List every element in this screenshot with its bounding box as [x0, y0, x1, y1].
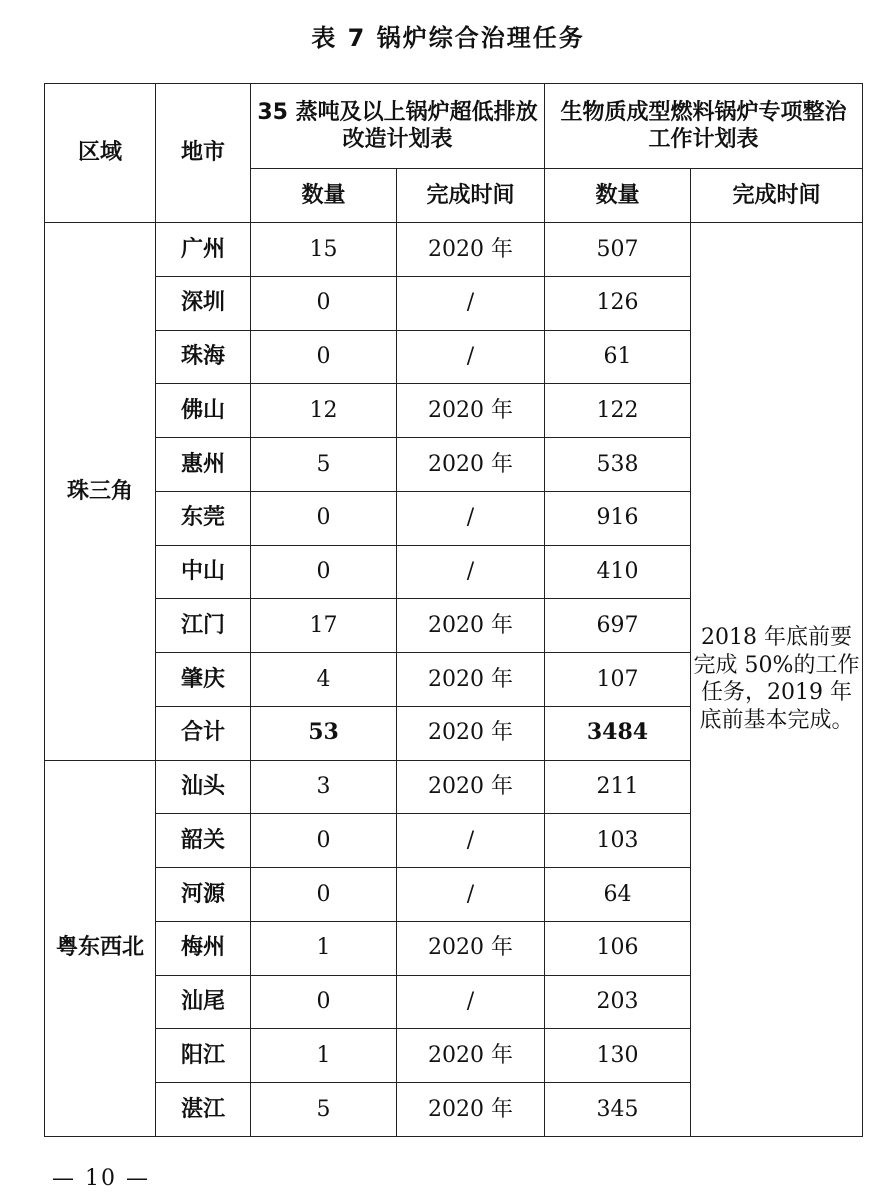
ultralow-time-cell: /	[397, 975, 545, 1029]
city-cell: 河源	[156, 868, 251, 922]
biomass-qty-cell: 697	[545, 599, 691, 653]
header-qty-2: 数量	[545, 169, 691, 223]
city-cell: 深圳	[156, 276, 251, 330]
ultralow-qty-cell: 1	[251, 1029, 397, 1083]
ultralow-qty-cell: 0	[251, 814, 397, 868]
biomass-qty-cell: 103	[545, 814, 691, 868]
city-cell: 韶关	[156, 814, 251, 868]
ultralow-time-cell: 2020 年	[397, 384, 545, 438]
ultralow-time-cell: 2020 年	[397, 438, 545, 492]
ultralow-time-cell: 2020 年	[397, 1029, 545, 1083]
table-body	[45, 84, 863, 1137]
ultralow-qty-cell: 4	[251, 653, 397, 707]
biomass-qty-cell: 203	[545, 975, 691, 1029]
biomass-qty-cell: 64	[545, 868, 691, 922]
header-time-1: 完成时间	[397, 169, 545, 223]
biomass-qty-cell: 107	[545, 653, 691, 707]
city-cell: 湛江	[156, 1083, 251, 1137]
header-time-2: 完成时间	[691, 169, 863, 223]
header-city: 地市	[156, 84, 251, 223]
header-group-ultralow-emission: 35 蒸吨及以上锅炉超低排放改造计划表	[251, 84, 545, 169]
ultralow-time-cell: 2020 年	[397, 1083, 545, 1137]
biomass-completion-note: 2018 年底前要完成 50%的工作任务，2019 年底前基本完成。	[691, 223, 863, 1137]
city-cell: 佛山	[156, 384, 251, 438]
header-region: 区域	[45, 84, 156, 223]
ultralow-qty-cell: 0	[251, 330, 397, 384]
ultralow-qty-cell: 5	[251, 438, 397, 492]
biomass-qty-cell: 3484	[545, 706, 691, 760]
ultralow-time-cell: /	[397, 491, 545, 545]
city-cell: 广州	[156, 223, 251, 277]
region-cell-prd: 珠三角	[45, 223, 156, 761]
ultralow-qty-cell: 17	[251, 599, 397, 653]
ultralow-qty-cell: 0	[251, 545, 397, 599]
header-group-biomass-boiler: 生物质成型燃料锅炉专项整治工作计划表	[545, 84, 863, 169]
ultralow-time-cell: 2020 年	[397, 921, 545, 975]
ultralow-qty-cell: 3	[251, 760, 397, 814]
city-cell: 惠州	[156, 438, 251, 492]
city-cell: 肇庆	[156, 653, 251, 707]
ultralow-qty-cell: 0	[251, 975, 397, 1029]
ultralow-qty-cell: 12	[251, 384, 397, 438]
ultralow-time-cell: /	[397, 545, 545, 599]
biomass-qty-cell: 410	[545, 545, 691, 599]
biomass-qty-cell: 61	[545, 330, 691, 384]
region-cell-east-west-north: 粤东西北	[45, 760, 156, 1136]
ultralow-time-cell: 2020 年	[397, 223, 545, 277]
ultralow-time-cell: /	[397, 276, 545, 330]
city-cell: 东莞	[156, 491, 251, 545]
city-cell: 江门	[156, 599, 251, 653]
biomass-qty-cell: 538	[545, 438, 691, 492]
ultralow-qty-cell: 0	[251, 868, 397, 922]
header-qty-1: 数量	[251, 169, 397, 223]
biomass-qty-cell: 345	[545, 1083, 691, 1137]
boiler-task-table	[44, 83, 863, 1137]
biomass-qty-cell: 916	[545, 491, 691, 545]
table-row	[45, 223, 863, 277]
ultralow-qty-cell: 15	[251, 223, 397, 277]
city-cell: 梅州	[156, 921, 251, 975]
ultralow-time-cell: /	[397, 330, 545, 384]
biomass-qty-cell: 122	[545, 384, 691, 438]
biomass-qty-cell: 130	[545, 1029, 691, 1083]
ultralow-time-cell: /	[397, 814, 545, 868]
page-number: — 10 —	[52, 1166, 150, 1191]
biomass-qty-cell: 126	[545, 276, 691, 330]
city-cell: 中山	[156, 545, 251, 599]
city-cell: 珠海	[156, 330, 251, 384]
ultralow-time-cell: 2020 年	[397, 760, 545, 814]
biomass-qty-cell: 106	[545, 921, 691, 975]
ultralow-time-cell: 2020 年	[397, 706, 545, 760]
biomass-qty-cell: 211	[545, 760, 691, 814]
city-cell: 阳江	[156, 1029, 251, 1083]
city-cell: 合计	[156, 706, 251, 760]
city-cell: 汕尾	[156, 975, 251, 1029]
ultralow-qty-cell: 0	[251, 276, 397, 330]
ultralow-qty-cell: 0	[251, 491, 397, 545]
ultralow-qty-cell: 53	[251, 706, 397, 760]
ultralow-qty-cell: 5	[251, 1083, 397, 1137]
city-cell: 汕头	[156, 760, 251, 814]
ultralow-time-cell: 2020 年	[397, 599, 545, 653]
ultralow-time-cell: /	[397, 868, 545, 922]
biomass-qty-cell: 507	[545, 223, 691, 277]
ultralow-qty-cell: 1	[251, 921, 397, 975]
ultralow-time-cell: 2020 年	[397, 653, 545, 707]
table-title: 表 7 锅炉综合治理任务	[311, 24, 585, 52]
